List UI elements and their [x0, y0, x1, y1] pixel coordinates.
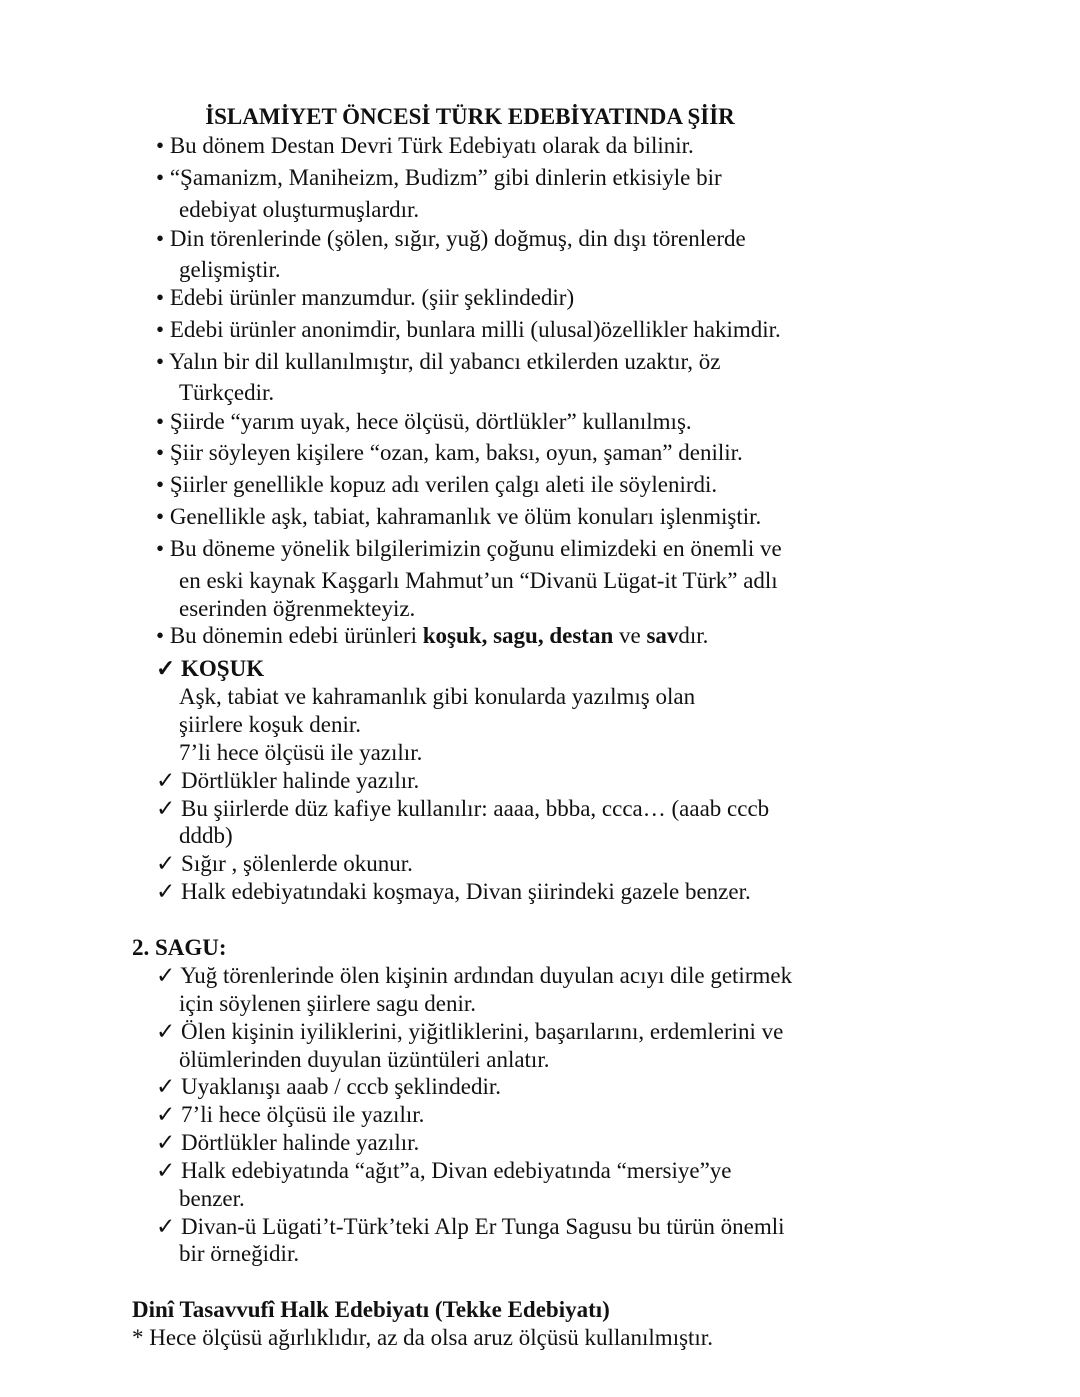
- bullet-item: • Bu dönemin edebi ürünleri koşuk, sagu, destan ve savdır.: [156, 623, 709, 648]
- check-icon: ✓: [156, 1158, 176, 1183]
- bullet-continuation: eserinden öğrenmekteyiz.: [179, 596, 416, 621]
- bullet-item: • Şiirler genellikle kopuz adı verilen çalgı aleti ile söylenirdi.: [156, 472, 718, 497]
- bullet-item: • Bu dönem Destan Devri Türk Edebiyatı olarak da bilinir.: [156, 133, 694, 158]
- check-item: ✓ Sığır , şölenlerde okunur.: [156, 851, 413, 876]
- check-item: ✓ Halk edebiyatındaki koşmaya, Divan şiirindeki gazele benzer.: [156, 879, 751, 904]
- bullet-item: • Edebi ürünler anonimdir, bunlara milli (ulusal)özellikler hakimdir.: [156, 317, 781, 342]
- kosuk-heading: ✓ KOŞUK: [156, 656, 265, 681]
- check-item: ✓ Divan-ü Lügati’t-Türk’teki Alp Er Tunga Sagusu bu türün önemli: [156, 1214, 785, 1239]
- check-icon: ✓: [156, 963, 176, 988]
- check-item: ✓ Halk edebiyatında “ağıt”a, Divan edebiyatında “mersiye”ye: [156, 1158, 732, 1183]
- bullet-icon: •: [156, 504, 165, 529]
- bullet-icon: •: [156, 133, 165, 158]
- bullet-item: • “Şamanizm, Maniheizm, Budizm” gibi dinlerin etkisiyle bir: [156, 165, 722, 190]
- check-icon: ✓: [156, 1214, 176, 1239]
- check-icon: ✓: [156, 879, 176, 904]
- check-continuation: bir örneğidir.: [179, 1241, 300, 1266]
- check-item: ✓ Bu şiirlerde düz kafiye kullanılır: aaaa, bbba, ccca… (aaab cccb: [156, 796, 770, 821]
- bullet-item: • Şiirde “yarım uyak, hece ölçüsü, dörtlükler” kullanılmış.: [156, 409, 692, 434]
- kosuk-text: 7’li hece ölçüsü ile yazılır.: [179, 740, 423, 765]
- page-title: İSLAMİYET ÖNCESİ TÜRK EDEBİYATINDA ŞİİR: [205, 104, 735, 129]
- check-icon: ✓: [156, 1102, 176, 1127]
- bullet-item: • Yalın bir dil kullanılmıştır, dil yabancı etkilerden uzaktır, öz: [156, 349, 721, 374]
- bullet-continuation: en eski kaynak Kaşgarlı Mahmut’un “Divanü Lügat-it Türk” adlı: [179, 568, 778, 593]
- sagu-heading: 2. SAGU:: [132, 935, 227, 960]
- bullet-icon: •: [156, 409, 165, 434]
- bullet-icon: •: [156, 349, 165, 374]
- bullet-item: • Din törenlerinde (şölen, sığır, yuğ) doğmuş, din dışı törenlerde: [156, 226, 746, 251]
- bullet-icon: •: [156, 165, 165, 190]
- check-continuation: ölümlerinden duyulan üzüntüleri anlatır.: [179, 1047, 550, 1072]
- bullet-icon: •: [156, 285, 165, 310]
- check-continuation: benzer.: [179, 1186, 245, 1211]
- check-item: ✓ Yuğ törenlerinde ölen kişinin ardından duyulan acıyı dile getirmek: [156, 963, 793, 988]
- bullet-icon: •: [156, 317, 165, 342]
- check-icon: ✓: [156, 656, 176, 681]
- check-item: ✓ Dörtlükler halinde yazılır.: [156, 768, 420, 793]
- kosuk-text: şiirlere koşuk denir.: [179, 712, 362, 737]
- bullet-continuation: gelişmiştir.: [179, 257, 281, 282]
- bullet-continuation: edebiyat oluşturmuşlardır.: [179, 197, 420, 222]
- check-icon: ✓: [156, 768, 176, 793]
- check-icon: ✓: [156, 1130, 176, 1155]
- bullet-item: • Edebi ürünler manzumdur. (şiir şeklindedir): [156, 285, 575, 310]
- check-icon: ✓: [156, 1074, 176, 1099]
- bullet-icon: •: [156, 623, 165, 648]
- bullet-item: • Genellikle aşk, tabiat, kahramanlık ve ölüm konuları işlenmiştir.: [156, 504, 762, 529]
- check-icon: ✓: [156, 796, 176, 821]
- check-item: ✓ Uyaklanışı aaab / cccb şeklindedir.: [156, 1074, 501, 1099]
- bullet-icon: •: [156, 226, 165, 251]
- bullet-icon: •: [156, 472, 165, 497]
- bullet-item: • Şiir söyleyen kişilere “ozan, kam, baksı, oyun, şaman” denilir.: [156, 440, 743, 465]
- check-item: ✓ Dörtlükler halinde yazılır.: [156, 1130, 420, 1155]
- bullet-icon: •: [156, 536, 165, 561]
- check-item: ✓ Ölen kişinin iyiliklerini, yiğitliklerini, başarılarını, erdemlerini ve: [156, 1019, 784, 1044]
- check-continuation: dddb): [179, 823, 233, 848]
- bullet-continuation: Türkçedir.: [179, 380, 275, 405]
- kosuk-text: Aşk, tabiat ve kahramanlık gibi konularda yazılmış olan: [179, 684, 696, 709]
- check-continuation: için söylenen şiirlere sagu denir.: [179, 991, 477, 1016]
- check-item: ✓ 7’li hece ölçüsü ile yazılır.: [156, 1102, 425, 1127]
- bullet-icon: •: [156, 440, 165, 465]
- check-icon: ✓: [156, 1019, 176, 1044]
- bullet-item: • Bu döneme yönelik bilgilerimizin çoğunu elimizdeki en önemli ve: [156, 536, 782, 561]
- tekke-heading: Dinî Tasavvufî Halk Edebiyatı (Tekke Edebiyatı): [132, 1297, 610, 1322]
- check-icon: ✓: [156, 851, 176, 876]
- tekke-text: * Hece ölçüsü ağırlıklıdır, az da olsa aruz ölçüsü kullanılmıştır.: [132, 1325, 713, 1350]
